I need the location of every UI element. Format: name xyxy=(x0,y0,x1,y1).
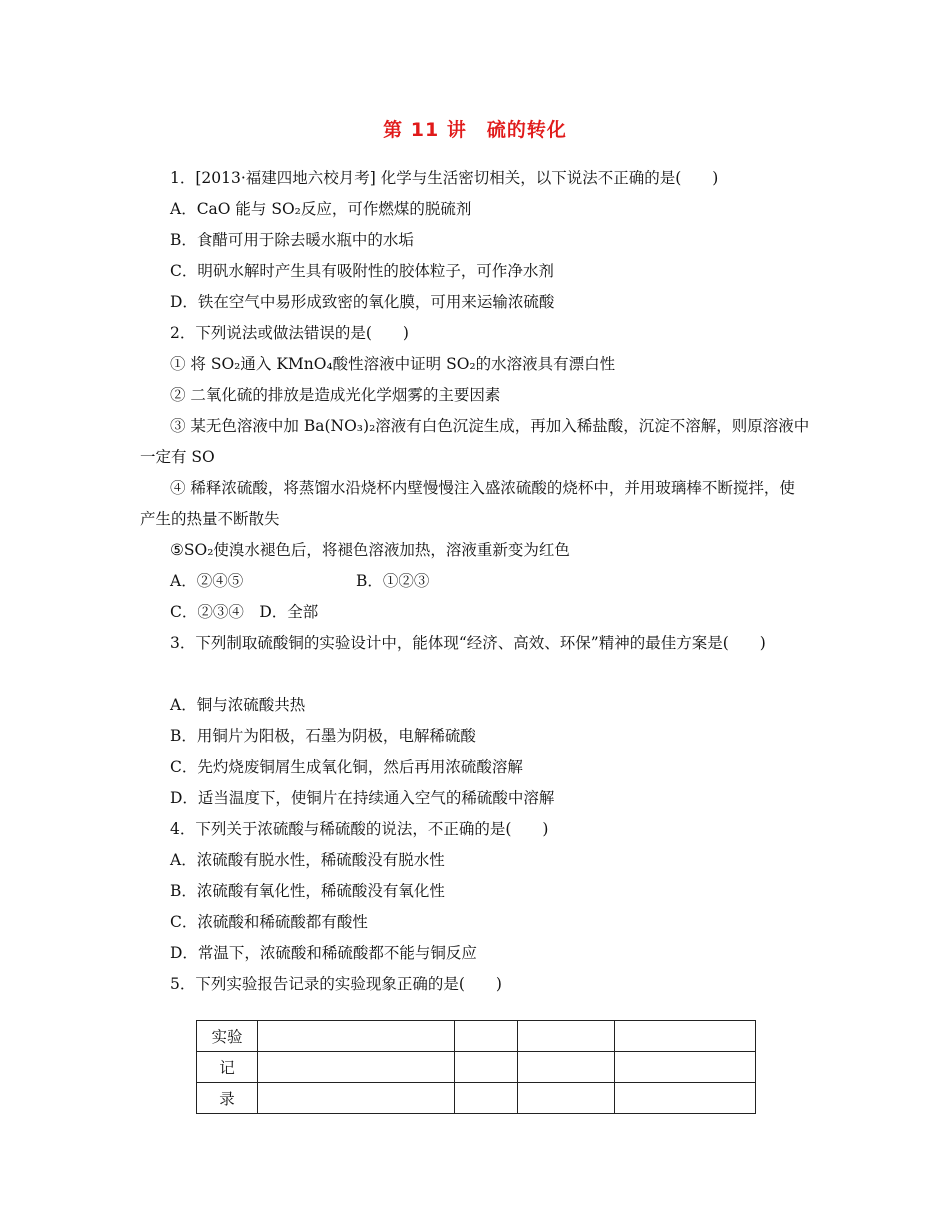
q2-options-ab-row xyxy=(170,571,570,591)
q4-stem: 4．下列关于浓硫酸与稀硫酸的说法，不正确的是( ) xyxy=(170,820,549,838)
table-cell xyxy=(455,1052,518,1083)
table-cell xyxy=(258,1083,455,1114)
table-cell xyxy=(455,1083,518,1114)
q4-option-a: A．浓硫酸有脱水性，稀硫酸没有脱水性 xyxy=(170,851,445,869)
q3-option-b: B．用铜片为阳极，石墨为阴极，电解稀硫酸 xyxy=(170,727,476,745)
q2-option-a: A．②④⑤ xyxy=(170,572,244,590)
table-cell xyxy=(518,1021,615,1052)
q5-stem: 5．下列实验报告记录的实验现象正确的是( ) xyxy=(170,975,502,993)
q2-item-4: ④ 稀释浓硫酸，将蒸馏水沿烧杯内壁慢慢注入盛浓硫酸的烧杯中，并用玻璃棒不断搅拌，使产生的热量不断散失 xyxy=(140,479,795,528)
q1-stem: 1．[2013·福建四地六校月考] 化学与生活密切相关，以下说法不正确的是( ) xyxy=(170,169,719,187)
q3-option-c: C．先灼烧废铜屑生成氧化铜，然后再用浓硫酸溶解 xyxy=(170,758,523,776)
table-cell xyxy=(258,1021,455,1052)
table-cell xyxy=(258,1052,455,1083)
table-cell-label: 记 xyxy=(197,1052,258,1083)
page-title: 第 11 讲 硫的转化 xyxy=(383,119,567,141)
q2-item-1: ① 将 SO₂通入 KMnO₄酸性溶液中证明 SO₂的水溶液具有漂白性 xyxy=(170,355,616,373)
table-cell-label: 录 xyxy=(197,1083,258,1114)
q4-option-b: B．浓硫酸有氧化性，稀硫酸没有氧化性 xyxy=(170,882,445,900)
q2-options-cd: C．②③④ D．全部 xyxy=(170,603,319,621)
q3-stem: 3．下列制取硫酸铜的实验设计中，能体现“经济、高效、环保”精神的最佳方案是( ) xyxy=(170,634,766,652)
q2-stem: 2．下列说法或做法错误的是( ) xyxy=(170,324,409,342)
table-row xyxy=(197,1083,756,1114)
q3-option-d: D．适当温度下，使铜片在持续通入空气的稀硫酸中溶解 xyxy=(170,789,555,807)
table-cell xyxy=(518,1052,615,1083)
table-cell xyxy=(615,1021,756,1052)
q1-option-d: D．铁在空气中易形成致密的氧化膜，可用来运输浓硫酸 xyxy=(170,293,555,311)
table-row xyxy=(197,1021,756,1052)
experiment-record-table xyxy=(196,1020,756,1114)
q1-option-c: C．明矾水解时产生具有吸附性的胶体粒子，可作净水剂 xyxy=(170,262,554,280)
q3-option-a: A．铜与浓硫酸共热 xyxy=(170,696,306,714)
table-cell xyxy=(518,1083,615,1114)
table-cell-label: 实验 xyxy=(197,1021,258,1052)
q2-item-5: ⑤SO₂使溴水褪色后，将褪色溶液加热，溶液重新变为红色 xyxy=(170,541,570,559)
table-cell xyxy=(455,1021,518,1052)
q2-item-3: ③ 某无色溶液中加 Ba(NO₃)₂溶液有白色沉淀生成，再加入稀盐酸，沉淀不溶解，则原溶液中一定有 SO xyxy=(140,417,810,466)
q4-option-d: D．常温下，浓硫酸和稀硫酸都不能与铜反应 xyxy=(170,944,477,962)
q1-option-b: B．食醋可用于除去暖水瓶中的水垢 xyxy=(170,231,414,249)
q2-option-b: B．①②③ xyxy=(356,572,430,590)
table-row xyxy=(197,1052,756,1083)
q1-option-a: A．CaO 能与 SO₂反应，可作燃煤的脱硫剂 xyxy=(170,200,472,218)
table-cell xyxy=(615,1052,756,1083)
q4-option-c: C．浓硫酸和稀硫酸都有酸性 xyxy=(170,913,368,931)
table-cell xyxy=(615,1083,756,1114)
q2-item-2: ② 二氧化硫的排放是造成光化学烟雾的主要因素 xyxy=(170,386,501,404)
